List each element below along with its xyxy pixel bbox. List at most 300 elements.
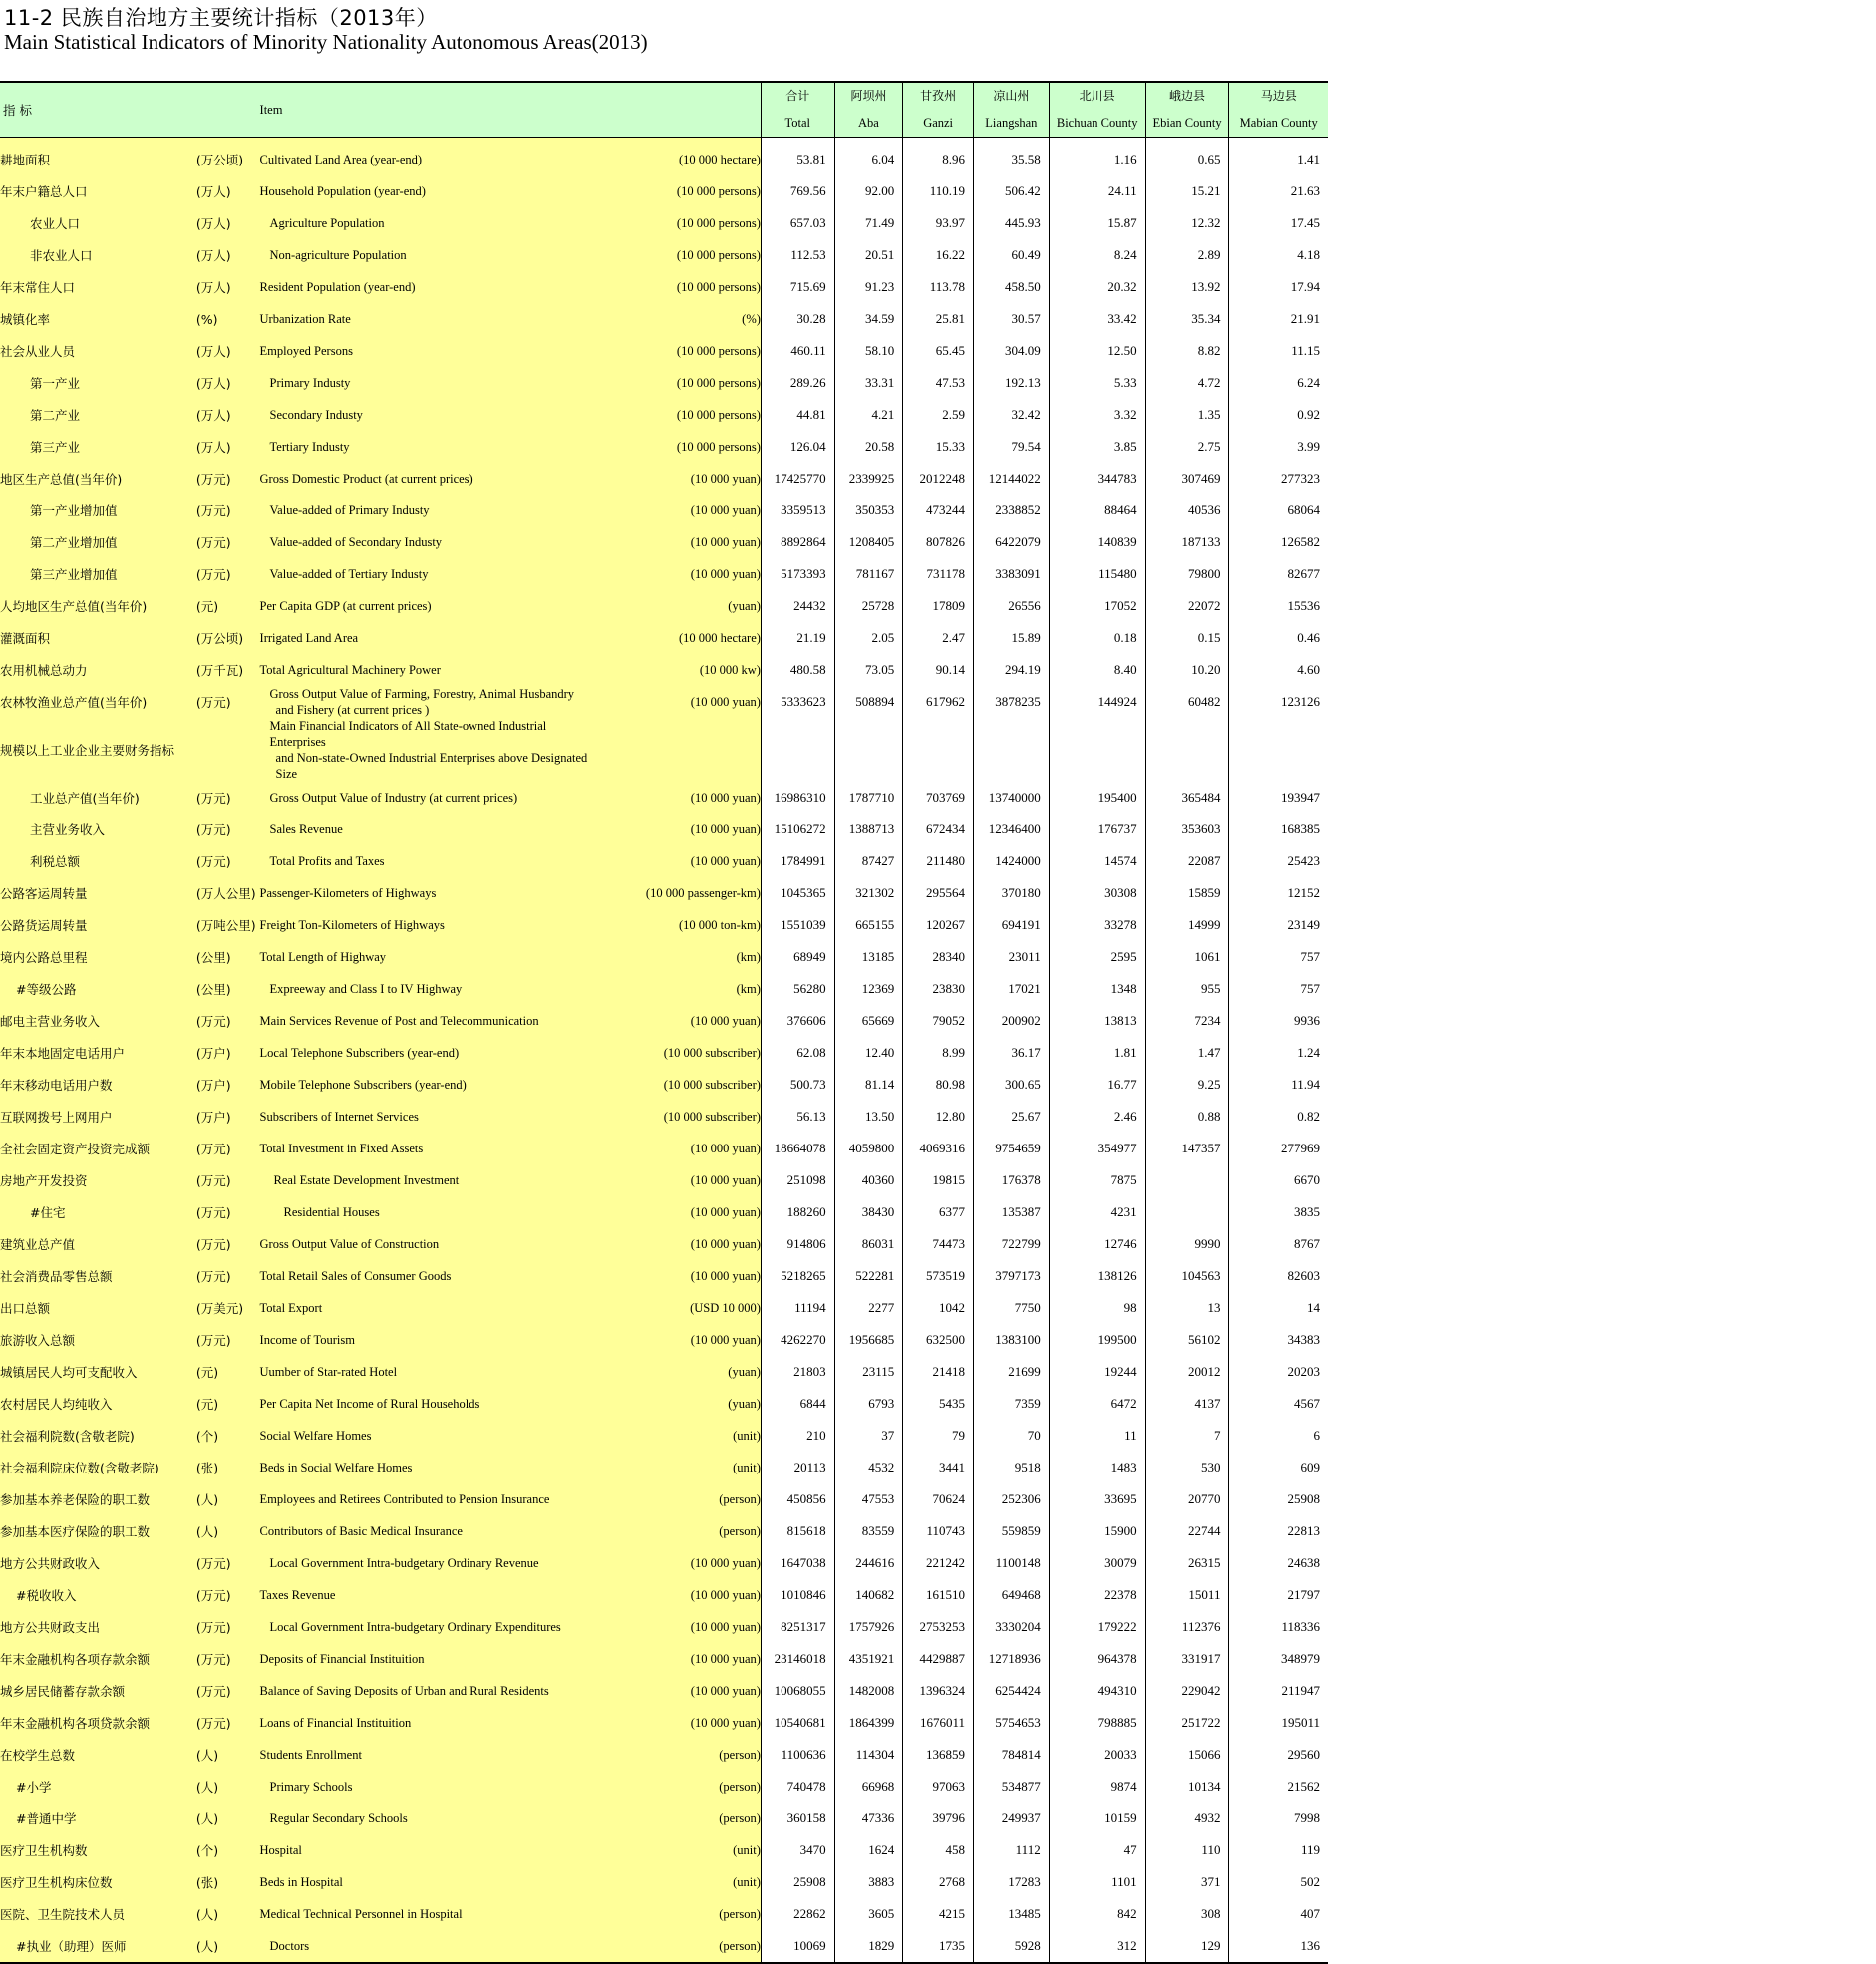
value-cell: 86031 <box>834 1228 903 1260</box>
value-cell: 3359513 <box>761 494 834 526</box>
unit-en: (yuan) <box>600 1388 762 1420</box>
item-en-line: and Non-state-Owned Industrial Enterprises above Designated Size <box>275 751 588 781</box>
item-en: Main Services Revenue of Post and Telecommunication <box>260 1005 600 1037</box>
value-cell: 12144022 <box>973 463 1049 494</box>
value-cell: 3878235 <box>973 686 1049 718</box>
table-row <box>0 1483 1328 1515</box>
unit-en: (10 000 yuan) <box>600 1324 762 1356</box>
value-cell: 65.45 <box>903 335 974 367</box>
value-cell: 14 <box>1229 1292 1328 1324</box>
unit-en: (10 000 yuan) <box>600 1133 762 1164</box>
value-cell: 15859 <box>1145 877 1229 909</box>
value-cell: 715.69 <box>761 271 834 303</box>
value-cell: 12369 <box>834 973 903 1005</box>
indicator-cn: #小学 <box>0 1771 196 1802</box>
value-cell: 144924 <box>1049 686 1145 718</box>
item-en: Gross Domestic Product (at current prices) <box>260 463 600 494</box>
value-cell: 1388713 <box>834 814 903 845</box>
value-cell: 13.50 <box>834 1101 903 1133</box>
table-row <box>0 1611 1328 1643</box>
value-cell: 47336 <box>834 1802 903 1834</box>
value-cell: 703769 <box>903 782 974 814</box>
indicator-cn: 农业人口 <box>0 207 196 239</box>
value-cell: 1624 <box>834 1834 903 1866</box>
indicator-cn: 第二产业 <box>0 399 196 431</box>
value-cell: 33.42 <box>1049 303 1145 335</box>
table-row <box>0 1707 1328 1739</box>
value-cell: 138126 <box>1049 1260 1145 1292</box>
item-en: Non-agriculture Population <box>260 239 600 271</box>
value-cell: 4.60 <box>1229 654 1328 686</box>
unit-cn: (万人) <box>196 335 260 367</box>
value-cell: 295564 <box>903 877 974 909</box>
unit-en: (10 000 yuan) <box>600 1196 762 1228</box>
value-cell: 9754659 <box>973 1133 1049 1164</box>
indicator-cn: 年末本地固定电话用户 <box>0 1037 196 1069</box>
value-cell <box>903 718 974 782</box>
value-cell: 126582 <box>1229 526 1328 558</box>
unit-en: (unit) <box>600 1420 762 1452</box>
table-row <box>0 622 1328 654</box>
value-cell: 4532 <box>834 1452 903 1483</box>
value-cell: 44.81 <box>761 399 834 431</box>
value-cell: 40360 <box>834 1164 903 1196</box>
header-col-aba <box>834 82 903 138</box>
value-cell: 2.89 <box>1145 239 1229 271</box>
unit-cn <box>196 718 260 782</box>
unit-cn: (万元) <box>196 686 260 718</box>
unit-en: (10 000 yuan) <box>600 1228 762 1260</box>
unit-cn: (万元) <box>196 1547 260 1579</box>
unit-en: (10 000 yuan) <box>600 463 762 494</box>
value-cell: 8892864 <box>761 526 834 558</box>
value-cell: 0.82 <box>1229 1101 1328 1133</box>
unit-cn: (万人) <box>196 207 260 239</box>
value-cell: 20770 <box>1145 1483 1229 1515</box>
value-cell: 22378 <box>1049 1579 1145 1611</box>
unit-en: (10 000 hectare) <box>600 622 762 654</box>
value-cell: 68949 <box>761 941 834 973</box>
value-cell: 33.31 <box>834 367 903 399</box>
value-cell: 15.89 <box>973 622 1049 654</box>
value-cell: 2.47 <box>903 622 974 654</box>
value-cell: 161510 <box>903 1579 974 1611</box>
value-cell: 23011 <box>973 941 1049 973</box>
item-en: Tertiary Industy <box>260 431 600 463</box>
value-cell: 113.78 <box>903 271 974 303</box>
value-cell: 8.96 <box>903 138 974 176</box>
value-cell: 140839 <box>1049 526 1145 558</box>
unit-en: (10 000 ton-km) <box>600 909 762 941</box>
unit-cn: (万人) <box>196 399 260 431</box>
value-cell: 21699 <box>973 1356 1049 1388</box>
unit-en: (10 000 yuan) <box>600 845 762 877</box>
value-cell: 4429887 <box>903 1643 974 1675</box>
value-cell: 19815 <box>903 1164 974 1196</box>
value-cell: 445.93 <box>973 207 1049 239</box>
value-cell: 21.63 <box>1229 175 1328 207</box>
value-cell: 33695 <box>1049 1483 1145 1515</box>
value-cell: 1787710 <box>834 782 903 814</box>
value-cell: 1348 <box>1049 973 1145 1005</box>
value-cell: 79800 <box>1145 558 1229 590</box>
value-cell: 66968 <box>834 1771 903 1802</box>
value-cell: 4.18 <box>1229 239 1328 271</box>
item-en: Real Estate Development Investment <box>260 1164 600 1196</box>
table-title-chinese: 11-2 民族自治地方主要统计指标（2013年） <box>4 6 438 30</box>
table-row <box>0 239 1328 271</box>
table-row <box>0 1579 1328 1611</box>
value-cell: 211480 <box>903 845 974 877</box>
value-cell <box>1229 718 1328 782</box>
table-row <box>0 782 1328 814</box>
unit-cn: (元) <box>196 1356 260 1388</box>
value-cell: 13813 <box>1049 1005 1145 1037</box>
item-en: Local Government Intra-budgetary Ordinary Expenditures <box>260 1611 600 1643</box>
value-cell: 126.04 <box>761 431 834 463</box>
indicator-cn: 第三产业增加值 <box>0 558 196 590</box>
indicator-cn: 第二产业增加值 <box>0 526 196 558</box>
table-row <box>0 399 1328 431</box>
value-cell: 30.28 <box>761 303 834 335</box>
value-cell: 500.73 <box>761 1069 834 1101</box>
value-cell: 56280 <box>761 973 834 1005</box>
item-en: Gross Output Value of Industry (at current prices) <box>260 782 600 814</box>
unit-en: (unit) <box>600 1452 762 1483</box>
item-en: Residential Houses <box>260 1196 600 1228</box>
table-title-english: Main Statistical Indicators of Minority Nationality Autonomous Areas(2013) <box>4 30 648 54</box>
table-row <box>0 303 1328 335</box>
indicator-cn: 年末移动电话用户数 <box>0 1069 196 1101</box>
value-cell: 307469 <box>1145 463 1229 494</box>
unit-cn: (万人) <box>196 271 260 303</box>
value-cell: 781167 <box>834 558 903 590</box>
value-cell: 119 <box>1229 1834 1328 1866</box>
table-row <box>0 367 1328 399</box>
value-cell: 609 <box>1229 1452 1328 1483</box>
item-en: Beds in Hospital <box>260 1866 600 1898</box>
value-cell: 350353 <box>834 494 903 526</box>
value-cell: 5333623 <box>761 686 834 718</box>
unit-en: (10 000 persons) <box>600 239 762 271</box>
table-row <box>0 1898 1328 1930</box>
value-cell: 458.50 <box>973 271 1049 303</box>
value-cell: 2768 <box>903 1866 974 1898</box>
unit-cn: (万元) <box>196 526 260 558</box>
value-cell: 3.85 <box>1049 431 1145 463</box>
item-en: Expreeway and Class I to IV Highway <box>260 973 600 1005</box>
value-cell: 353603 <box>1145 814 1229 845</box>
value-cell: 195400 <box>1049 782 1145 814</box>
value-cell: 104563 <box>1145 1260 1229 1292</box>
indicator-cn: 互联网拨号上网用户 <box>0 1101 196 1133</box>
value-cell: 35.58 <box>973 138 1049 176</box>
table-row <box>0 494 1328 526</box>
value-cell: 9.25 <box>1145 1069 1229 1101</box>
item-en: Hospital <box>260 1834 600 1866</box>
unit-cn: (万元) <box>196 782 260 814</box>
value-cell: 502 <box>1229 1866 1328 1898</box>
header-col-cn: 凉山州 <box>993 89 1030 103</box>
unit-cn: (万元) <box>196 558 260 590</box>
value-cell: 7998 <box>1229 1802 1328 1834</box>
table-row <box>0 1643 1328 1675</box>
unit-en: (unit) <box>600 1834 762 1866</box>
item-en: Employees and Retirees Contributed to Pension Insurance <box>260 1483 600 1515</box>
unit-en: (person) <box>600 1483 762 1515</box>
unit-cn: (万元) <box>196 1643 260 1675</box>
item-en: Cultivated Land Area (year-end) <box>260 138 600 176</box>
value-cell: 28340 <box>903 941 974 973</box>
value-cell: 304.09 <box>973 335 1049 367</box>
value-cell: 10069 <box>761 1930 834 1963</box>
value-cell: 70 <box>973 1420 1049 1452</box>
header-col-en: Ebian County <box>1152 116 1222 130</box>
value-cell: 140682 <box>834 1579 903 1611</box>
item-en: Mobile Telephone Subscribers (year-end) <box>260 1069 600 1101</box>
item-en: Beds in Social Welfare Homes <box>260 1452 600 1483</box>
value-cell: 694191 <box>973 909 1049 941</box>
unit-cn: (万元) <box>196 1324 260 1356</box>
value-cell: 81.14 <box>834 1069 903 1101</box>
value-cell: 7875 <box>1049 1164 1145 1196</box>
value-cell: 32.42 <box>973 399 1049 431</box>
value-cell: 19244 <box>1049 1356 1145 1388</box>
value-cell: 25423 <box>1229 845 1328 877</box>
value-cell: 25908 <box>761 1866 834 1898</box>
value-cell: 0.18 <box>1049 622 1145 654</box>
item-en: Balance of Saving Deposits of Urban and Rural Residents <box>260 1675 600 1707</box>
table-row <box>0 1101 1328 1133</box>
table-row <box>0 1452 1328 1483</box>
value-cell: 294.19 <box>973 654 1049 686</box>
value-cell: 7 <box>1145 1420 1229 1452</box>
value-cell: 1482008 <box>834 1675 903 1707</box>
value-cell: 12.50 <box>1049 335 1145 367</box>
indicator-cn: 邮电主营业务收入 <box>0 1005 196 1037</box>
value-cell: 657.03 <box>761 207 834 239</box>
value-cell: 13 <box>1145 1292 1229 1324</box>
item-en: Total Export <box>260 1292 600 1324</box>
value-cell: 371 <box>1145 1866 1229 1898</box>
value-cell: 35.34 <box>1145 303 1229 335</box>
value-cell: 251098 <box>761 1164 834 1196</box>
value-cell: 769.56 <box>761 175 834 207</box>
unit-en: (10 000 yuan) <box>600 1164 762 1196</box>
table-row <box>0 175 1328 207</box>
unit-cn: (人) <box>196 1771 260 1802</box>
value-cell: 1010846 <box>761 1579 834 1611</box>
unit-en: (10 000 yuan) <box>600 686 762 718</box>
value-cell: 8.82 <box>1145 335 1229 367</box>
unit-en: (10 000 yuan) <box>600 1547 762 1579</box>
value-cell: 6670 <box>1229 1164 1328 1196</box>
value-cell: 179222 <box>1049 1611 1145 1643</box>
unit-en: (10 000 persons) <box>600 207 762 239</box>
value-cell: 17.94 <box>1229 271 1328 303</box>
value-cell: 195011 <box>1229 1707 1328 1739</box>
value-cell: 1383100 <box>973 1324 1049 1356</box>
table-row <box>0 718 1328 782</box>
value-cell: 211947 <box>1229 1675 1328 1707</box>
unit-cn: (人) <box>196 1739 260 1771</box>
value-cell: 1676011 <box>903 1707 974 1739</box>
value-cell: 110.19 <box>903 175 974 207</box>
value-cell: 1.35 <box>1145 399 1229 431</box>
value-cell: 68064 <box>1229 494 1328 526</box>
value-cell: 168385 <box>1229 814 1328 845</box>
value-cell: 6254424 <box>973 1675 1049 1707</box>
value-cell: 649468 <box>973 1579 1049 1611</box>
value-cell: 506.42 <box>973 175 1049 207</box>
item-en: Total Investment in Fixed Assets <box>260 1133 600 1164</box>
table-row <box>0 1388 1328 1420</box>
value-cell: 1735 <box>903 1930 974 1963</box>
header-col-total <box>761 82 834 138</box>
value-cell: 12152 <box>1229 877 1328 909</box>
value-cell: 6377 <box>903 1196 974 1228</box>
value-cell: 757 <box>1229 941 1328 973</box>
table-row <box>0 1037 1328 1069</box>
header-col-en: Ganzi <box>923 116 954 130</box>
header-col-cn: 北川县 <box>1079 89 1115 103</box>
item-en: Taxes Revenue <box>260 1579 600 1611</box>
item-en <box>260 718 600 782</box>
header-col-en: Mabian County <box>1239 116 1318 130</box>
table-row <box>0 138 1328 176</box>
value-cell: 4.72 <box>1145 367 1229 399</box>
indicator-cn: 在校学生总数 <box>0 1739 196 1771</box>
value-cell: 47 <box>1049 1834 1145 1866</box>
value-cell: 112376 <box>1145 1611 1229 1643</box>
unit-en: (yuan) <box>600 1356 762 1388</box>
indicator-cn: 参加基本养老保险的职工数 <box>0 1483 196 1515</box>
value-cell: 20033 <box>1049 1739 1145 1771</box>
value-cell: 176737 <box>1049 814 1145 845</box>
value-cell: 955 <box>1145 973 1229 1005</box>
item-en: Irrigated Land Area <box>260 622 600 654</box>
value-cell: 2338852 <box>973 494 1049 526</box>
value-cell: 360158 <box>761 1802 834 1834</box>
value-cell: 6422079 <box>973 526 1049 558</box>
unit-en: (10 000 yuan) <box>600 1707 762 1739</box>
value-cell: 18664078 <box>761 1133 834 1164</box>
value-cell: 458 <box>903 1834 974 1866</box>
item-en: Urbanization Rate <box>260 303 600 335</box>
value-cell: 1784991 <box>761 845 834 877</box>
unit-en: (10 000 persons) <box>600 399 762 431</box>
value-cell: 3.32 <box>1049 399 1145 431</box>
item-en: Employed Persons <box>260 335 600 367</box>
table-row <box>0 1771 1328 1802</box>
value-cell: 187133 <box>1145 526 1229 558</box>
value-cell: 407 <box>1229 1898 1328 1930</box>
value-cell: 15536 <box>1229 590 1328 622</box>
indicator-cn: 全社会固定资产投资完成额 <box>0 1133 196 1164</box>
value-cell: 56.13 <box>761 1101 834 1133</box>
table-row <box>0 1420 1328 1452</box>
value-cell: 11.15 <box>1229 335 1328 367</box>
value-cell: 4059800 <box>834 1133 903 1164</box>
indicator-cn: 年末金融机构各项贷款余额 <box>0 1707 196 1739</box>
unit-cn: (个) <box>196 1420 260 1452</box>
value-cell: 210 <box>761 1420 834 1452</box>
indicator-cn: #税收收入 <box>0 1579 196 1611</box>
unit-en: (10 000 yuan) <box>600 1643 762 1675</box>
item-en-line: and Fishery (at current prices ) <box>275 703 430 717</box>
value-cell: 30.57 <box>973 303 1049 335</box>
indicator-cn: 社会从业人员 <box>0 335 196 367</box>
value-cell: 20012 <box>1145 1356 1229 1388</box>
value-cell: 21797 <box>1229 1579 1328 1611</box>
unit-en: (10 000 yuan) <box>600 814 762 845</box>
value-cell: 4567 <box>1229 1388 1328 1420</box>
value-cell: 82677 <box>1229 558 1328 590</box>
value-cell: 3383091 <box>973 558 1049 590</box>
item-en: Income of Tourism <box>260 1324 600 1356</box>
value-cell: 34383 <box>1229 1324 1328 1356</box>
item-en: Primary Industy <box>260 367 600 399</box>
value-cell: 617962 <box>903 686 974 718</box>
unit-en: (10 000 persons) <box>600 175 762 207</box>
value-cell: 147357 <box>1145 1133 1229 1164</box>
indicator-cn: 参加基本医疗保险的职工数 <box>0 1515 196 1547</box>
value-cell: 73.05 <box>834 654 903 686</box>
value-cell: 914806 <box>761 1228 834 1260</box>
header-col-cn: 阿坝州 <box>850 89 887 103</box>
value-cell: 277969 <box>1229 1133 1328 1164</box>
unit-en: (person) <box>600 1898 762 1930</box>
value-cell: 6.24 <box>1229 367 1328 399</box>
value-cell: 757 <box>1229 973 1328 1005</box>
indicator-cn: 农用机械总动力 <box>0 654 196 686</box>
unit-cn: (元) <box>196 590 260 622</box>
value-cell: 1.24 <box>1229 1037 1328 1069</box>
value-cell: 1208405 <box>834 526 903 558</box>
value-cell: 82603 <box>1229 1260 1328 1292</box>
unit-en: (10 000 kw) <box>600 654 762 686</box>
value-cell: 12746 <box>1049 1228 1145 1260</box>
unit-cn: (公里) <box>196 973 260 1005</box>
value-cell: 2753253 <box>903 1611 974 1643</box>
value-cell: 289.26 <box>761 367 834 399</box>
value-cell: 20.58 <box>834 431 903 463</box>
item-en: Secondary Industy <box>260 399 600 431</box>
item-en-line: Main Financial Indicators of All State-owned Industrial Enterprises <box>269 719 547 749</box>
value-cell: 60.49 <box>973 239 1049 271</box>
unit-cn: (万户) <box>196 1037 260 1069</box>
table-row <box>0 1005 1328 1037</box>
value-cell: 3441 <box>903 1452 974 1483</box>
value-cell: 10159 <box>1049 1802 1145 1834</box>
item-en: Household Population (year-end) <box>260 175 600 207</box>
value-cell: 92.00 <box>834 175 903 207</box>
item-en: Doctors <box>260 1930 600 1963</box>
value-cell: 1042 <box>903 1292 974 1324</box>
table-row <box>0 654 1328 686</box>
value-cell: 9990 <box>1145 1228 1229 1260</box>
item-en: Value-added of Secondary Industy <box>260 526 600 558</box>
table-row <box>0 814 1328 845</box>
value-cell: 15.21 <box>1145 175 1229 207</box>
indicator-cn: 公路货运周转量 <box>0 909 196 941</box>
unit-cn: (万户) <box>196 1069 260 1101</box>
value-cell: 1647038 <box>761 1547 834 1579</box>
table-row <box>0 1930 1328 1963</box>
header-col-mabian <box>1229 82 1328 138</box>
value-cell: 13740000 <box>973 782 1049 814</box>
value-cell: 22744 <box>1145 1515 1229 1547</box>
